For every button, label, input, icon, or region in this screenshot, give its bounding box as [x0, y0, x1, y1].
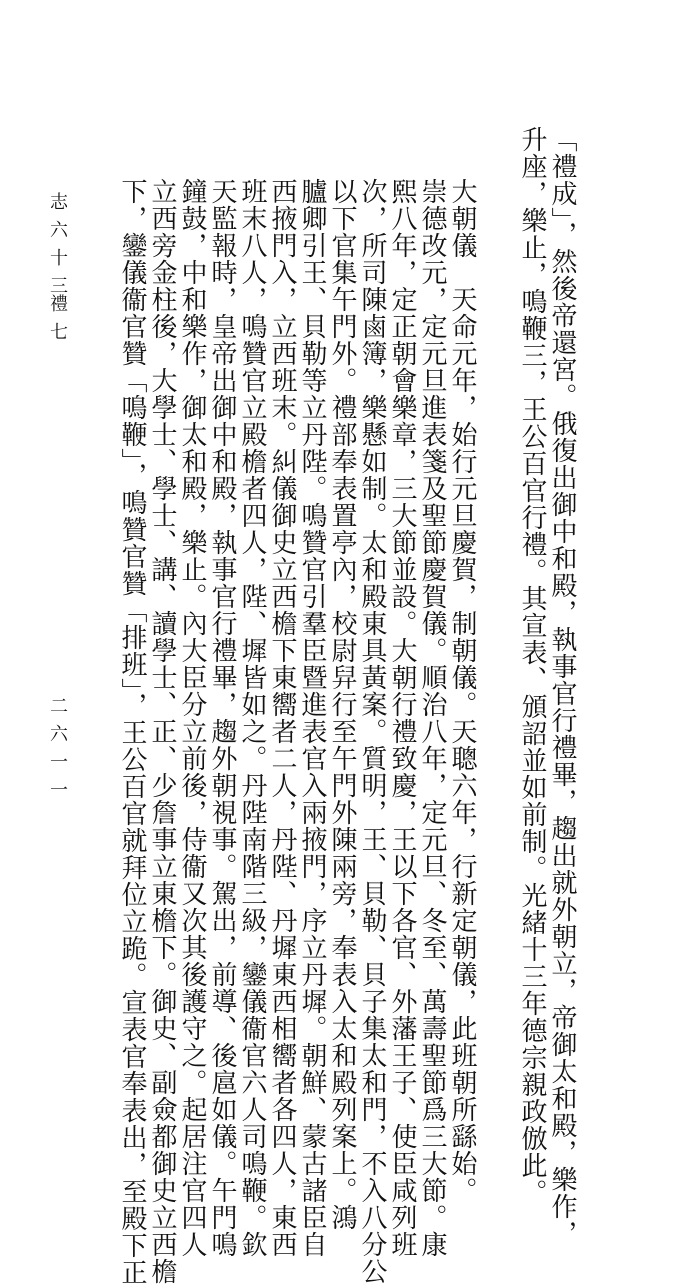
text-column-11: 天監報時，皇帝出御中和殿，執事官行禮畢，趨外朝視事。駕出，前導、後扈如儀。午門鳴 — [207, 178, 237, 1258]
text-column-8: 臚卿引王、貝勒等立丹陛。鳴贊官引羣臣暨進表官入兩掖門，序立丹墀。朝鮮、蒙古諸臣自 — [297, 178, 327, 1258]
text-column-2: 升座，樂止，鳴鞭三，王公百官行禮。其宣表、頒詔並如前制。光緒十三年德宗親政倣此。 — [517, 126, 547, 1206]
text-column-13: 立西旁金柱後，大學士、學士、講、讀學士、正、少詹事立東檐下。御史、副僉都御史立西檐 — [147, 178, 177, 1285]
text-column-7: 以下官集午門外。禮部奉表置亭內，校尉舁行至午門外陳兩旁，奉表入太和殿列案上。鴻 — [327, 178, 357, 1231]
text-column-12: 鐘鼓，中和樂作，御太和殿，樂止。內大臣分立前後，侍衞又次其後護守之。起居注官四人 — [177, 178, 207, 1258]
section-label: 禮七 — [47, 294, 68, 350]
text-column-10: 班末八人，鳴贊官立殿檐者四人，陛、墀皆如之。丹陛南階三級，鑾儀衞官六人司鳴鞭。欽 — [237, 178, 267, 1258]
volume-label: 志六十三 — [47, 192, 68, 304]
page-number: 二六一一 — [47, 696, 68, 808]
text-column-3: 大朝儀 天命元年，始行元旦慶賀，制朝儀。天聰六年，行新定朝儀，此班朝所繇始。 — [447, 178, 477, 1204]
text-column-5: 熙八年，定正朝會樂章，三大節並設。大朝行禮致慶，王以下各官、外藩王子、使臣咸列班 — [387, 178, 417, 1258]
text-column-14: 下，鑾儀衞官贊「鳴鞭」，鳴贊官贊「排班」，王公百官就拜位立跪。宣表官奉表出，至殿下正 — [117, 178, 147, 1286]
text-column-9: 西掖門入，立西班末。糾儀御史立西檐下東嚮者二人，丹陛、丹墀東西相嚮者各四人，東西 — [267, 178, 297, 1258]
text-column-1: 「禮成」，然後帝還宮。俄復出御中和殿，執事官行禮畢，趨出就外朝立，帝御太和殿，樂作， — [547, 126, 577, 1247]
text-column-6: 次，所司陳鹵簿，樂懸如制。太和殿東具黃案。質明，王、貝勒、貝子集太和門，不入八分公 — [357, 178, 387, 1285]
text-column-4: 崇德改元，定元旦進表箋及聖節慶賀儀。順治八年，定元旦、冬至、萬壽聖節爲三大節。康 — [417, 178, 447, 1258]
